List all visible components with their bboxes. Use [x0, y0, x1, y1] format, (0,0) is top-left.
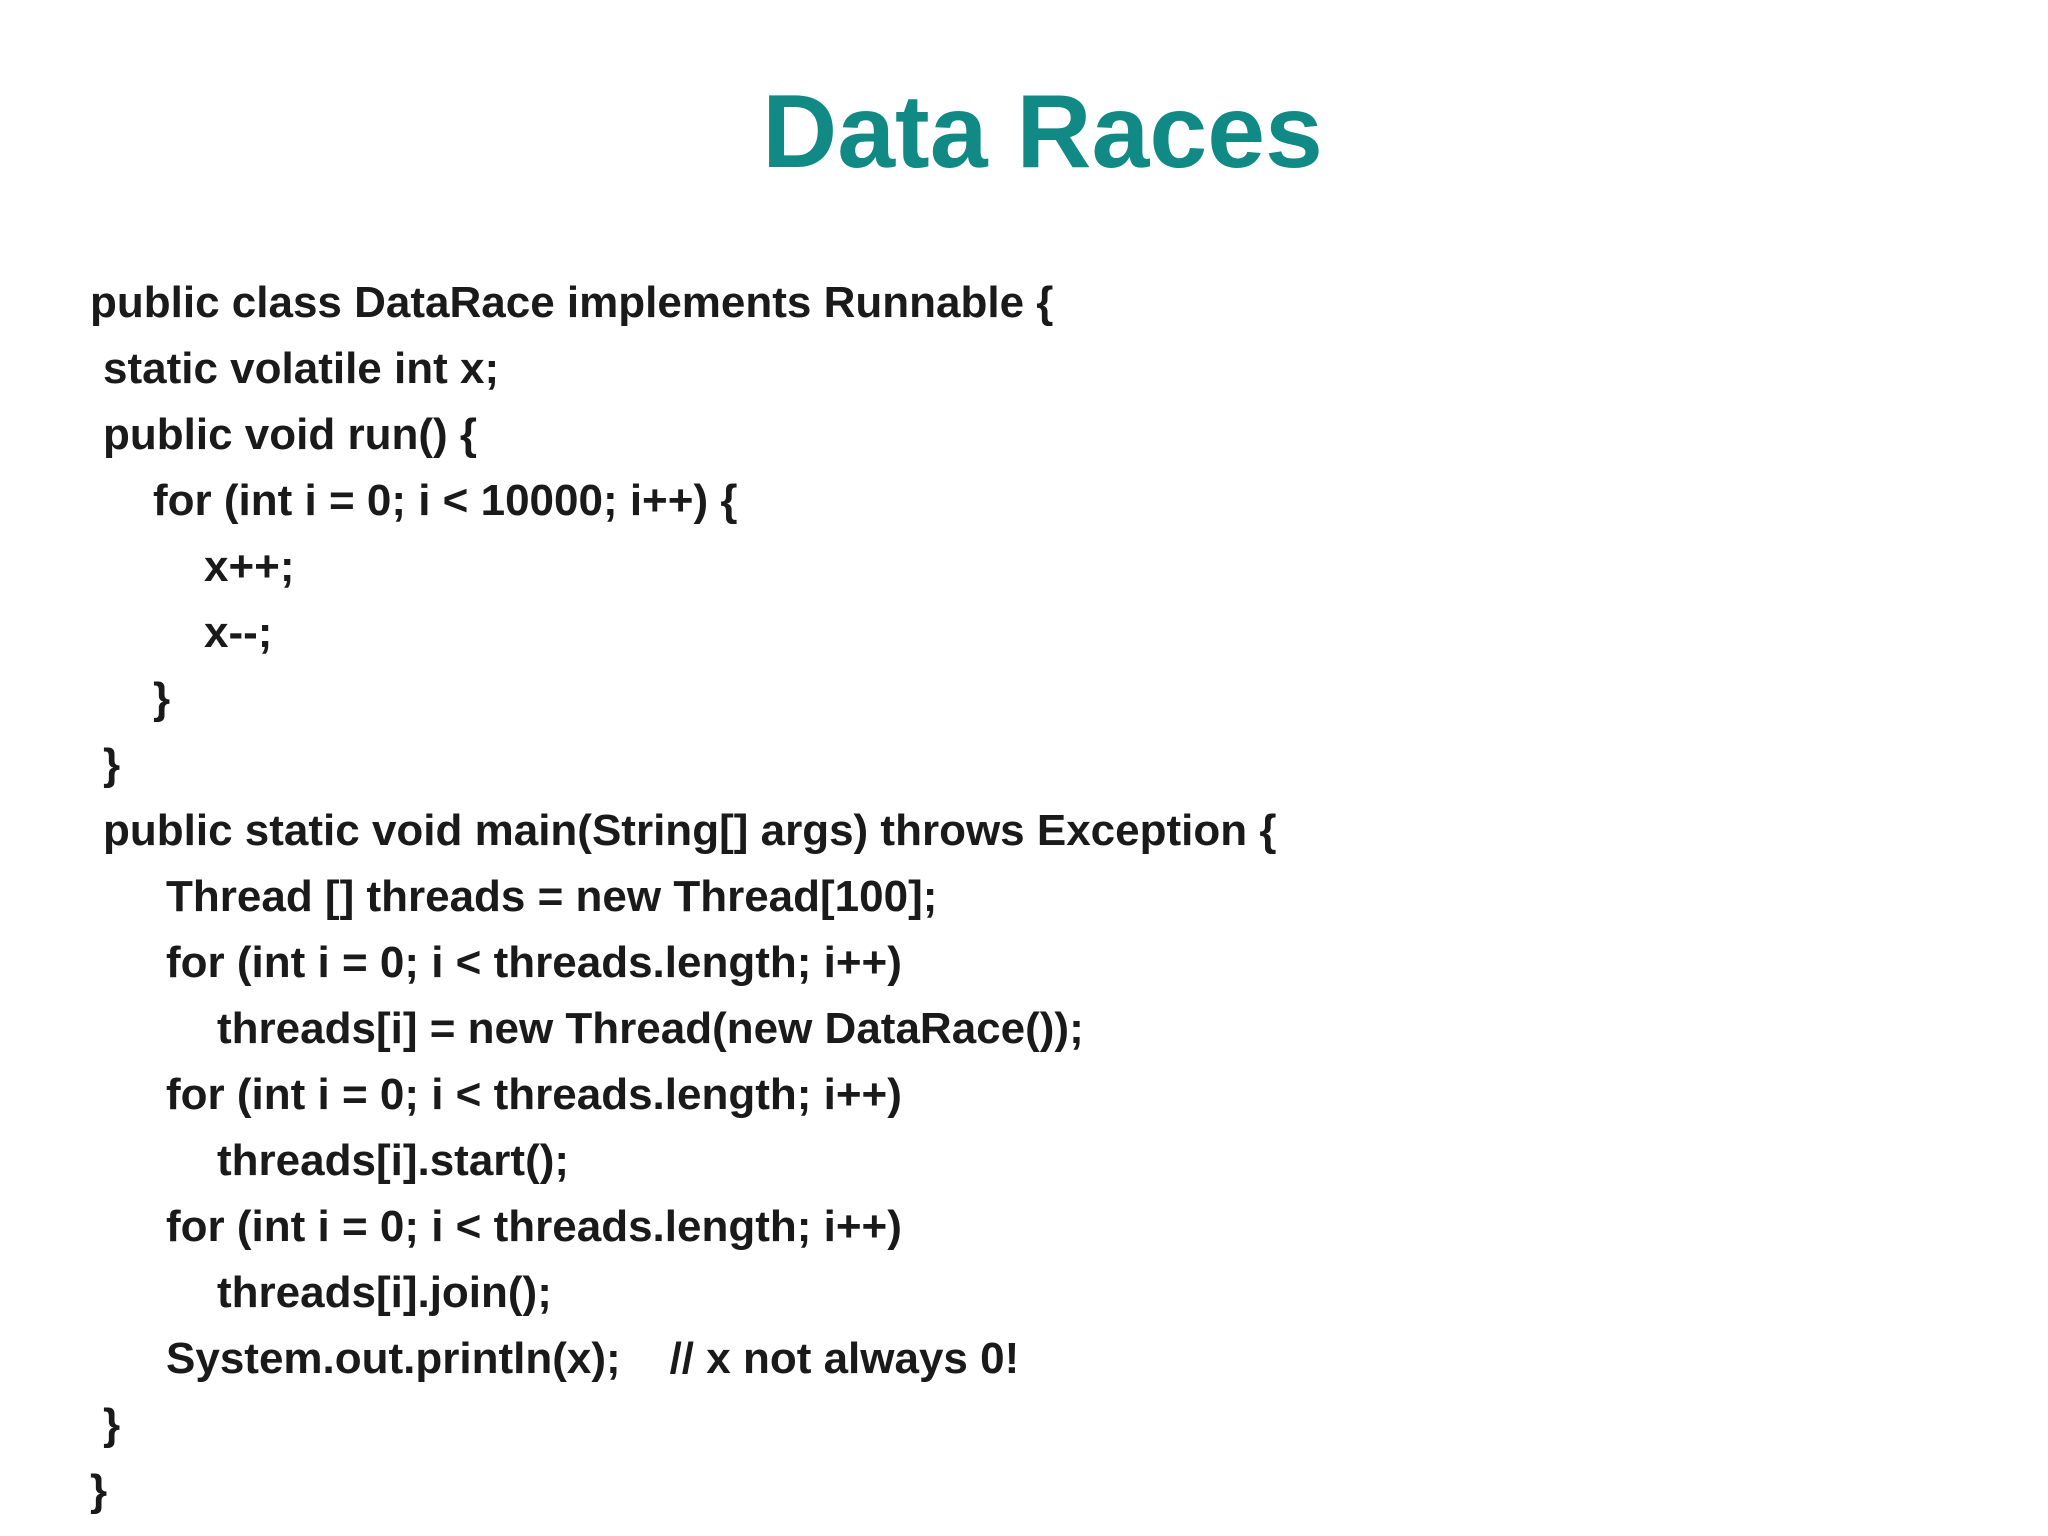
code-line-16: threads[i].join();	[217, 1268, 552, 1317]
code-line-10: Thread [] threads = new Thread[100];	[166, 872, 938, 921]
code-line-13: for (int i = 0; i < threads.length; i++)	[166, 1070, 902, 1119]
code-line-14: threads[i].start();	[217, 1136, 570, 1185]
code-line-6: x--;	[204, 608, 273, 657]
code-line-2: static volatile int x;	[103, 344, 500, 393]
slide-title: Data Races	[762, 74, 1323, 190]
code-line-11: for (int i = 0; i < threads.length; i++)	[166, 938, 902, 987]
code-line-1: public class DataRace implements Runnable {	[90, 278, 1054, 327]
code-line-12: threads[i] = new Thread(new DataRace());	[217, 1004, 1084, 1053]
code-line-15: for (int i = 0; i < threads.length; i++)	[166, 1202, 902, 1251]
code-line-9: public static void main(String[] args) throws Exception {	[103, 806, 1277, 855]
code-line-7: }	[153, 674, 171, 723]
code-line-8: }	[103, 740, 121, 789]
code-line-5: x++;	[204, 542, 295, 591]
code-line-4: for (int i = 0; i < 10000; i++) {	[153, 476, 738, 525]
code-line-17: System.out.println(x); // x not always 0!	[166, 1334, 1020, 1383]
code-line-18: }	[103, 1400, 121, 1449]
code-line-3: public void run() {	[103, 410, 477, 459]
code-line-19: }	[90, 1466, 108, 1515]
